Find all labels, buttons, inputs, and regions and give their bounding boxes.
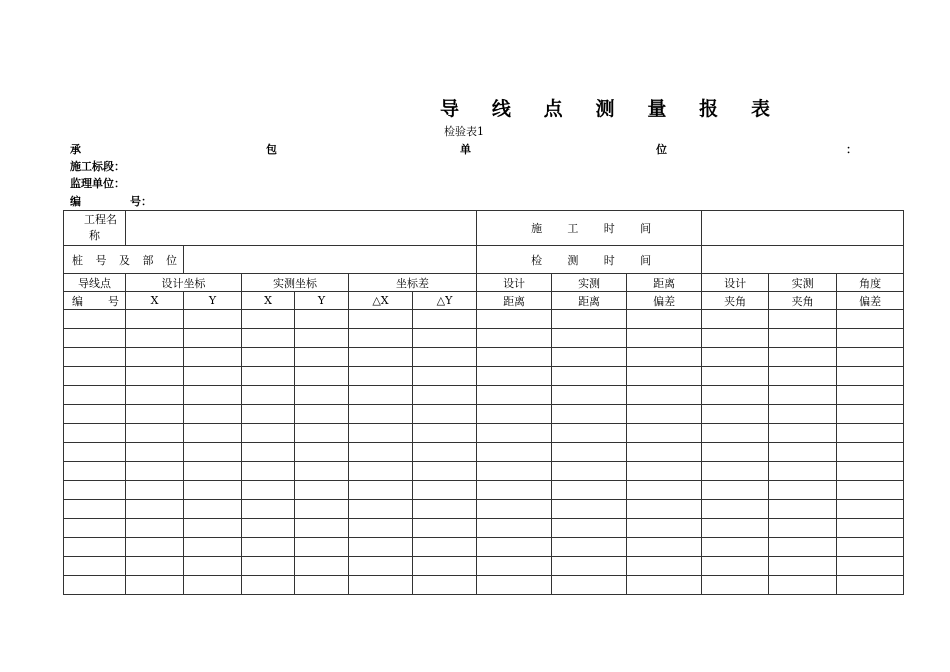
table-cell[interactable] [184,367,242,386]
table-cell[interactable] [627,310,702,329]
table-cell[interactable] [627,500,702,519]
table-cell[interactable] [413,462,477,481]
col-delta-x: △X [349,292,413,310]
check-time-field[interactable] [702,246,904,274]
table-cell[interactable] [126,367,184,386]
table-cell[interactable] [126,424,184,443]
label-char: 编 [72,294,83,308]
table-cell[interactable] [242,329,295,348]
table-cell[interactable] [769,405,837,424]
project-name-field[interactable] [126,211,477,246]
table-cell[interactable] [349,367,413,386]
table-cell[interactable] [627,538,702,557]
table-cell[interactable] [477,519,552,538]
col-measured-angle-top: 实测 [769,274,837,292]
col-coord-diff: 坐标差 [349,274,477,292]
table-cell[interactable] [552,481,627,500]
table-cell[interactable] [64,462,126,481]
survey-table [63,210,904,595]
table-cell[interactable] [295,405,349,424]
number-char: 号： [130,195,152,208]
label-char: 时 [603,222,615,235]
table-cell[interactable] [242,481,295,500]
table-cell[interactable] [769,519,837,538]
contractor-char: 承 [70,143,81,156]
title-char: 量 [647,97,667,120]
table-row [64,500,904,519]
table-cell[interactable] [295,500,349,519]
label-char: 号 [108,294,119,308]
title-char: 线 [491,97,511,120]
table-cell[interactable] [477,481,552,500]
table-cell[interactable] [349,443,413,462]
table-cell[interactable] [837,519,904,538]
table-cell[interactable] [837,367,904,386]
col-design-x: X [126,292,184,310]
table-cell[interactable] [295,443,349,462]
col-measured-dist-top: 实测 [552,274,627,292]
table-cell[interactable] [184,557,242,576]
title-char: 导 [440,97,460,120]
table-cell[interactable] [627,576,702,595]
table-cell[interactable] [64,405,126,424]
table-cell[interactable] [184,576,242,595]
col-delta-y: △Y [413,292,477,310]
table-row [64,367,904,386]
table-cell[interactable] [295,519,349,538]
table-cell[interactable] [413,576,477,595]
check-time-label [477,246,702,274]
table-cell[interactable] [702,481,769,500]
table-cell[interactable] [552,348,627,367]
table-cell[interactable] [64,538,126,557]
table-cell[interactable] [184,500,242,519]
table-cell[interactable] [126,481,184,500]
table-cell[interactable] [413,481,477,500]
table-cell[interactable] [627,329,702,348]
title-char: 报 [699,97,719,120]
table-cell[interactable] [126,462,184,481]
table-cell[interactable] [837,557,904,576]
table-cell[interactable] [702,386,769,405]
table-cell[interactable] [627,462,702,481]
table-cell[interactable] [242,576,295,595]
col-design-angle-top: 设计 [702,274,769,292]
table-cell[interactable] [837,443,904,462]
table-cell[interactable] [627,405,702,424]
table-cell[interactable] [769,329,837,348]
table-cell[interactable] [837,462,904,481]
table-cell[interactable] [242,348,295,367]
table-cell[interactable] [64,367,126,386]
table-cell[interactable] [413,424,477,443]
table-cell[interactable] [477,405,552,424]
title-char: 表 [750,97,770,120]
table-cell[interactable] [552,424,627,443]
table-cell[interactable] [413,519,477,538]
table-cell[interactable] [413,348,477,367]
table-cell[interactable] [627,424,702,443]
table-cell[interactable] [184,481,242,500]
construction-time-field[interactable] [702,211,904,246]
table-cell[interactable] [769,443,837,462]
project-name-label [64,211,126,246]
table-cell[interactable] [477,367,552,386]
table-cell[interactable] [126,443,184,462]
table-cell[interactable] [627,443,702,462]
contractor-char: 单 [460,143,471,156]
table-cell[interactable] [769,481,837,500]
table-cell[interactable] [702,462,769,481]
table-cell[interactable] [477,424,552,443]
table-row [64,481,904,500]
table-cell[interactable] [769,500,837,519]
table-cell[interactable] [769,557,837,576]
number-char: 编 [70,195,81,208]
table-cell[interactable] [552,405,627,424]
construction-time-label [477,211,702,246]
table-cell[interactable] [184,310,242,329]
table-cell[interactable] [242,519,295,538]
table-cell[interactable] [837,405,904,424]
label-char: 测 [567,253,579,267]
table-cell[interactable] [184,329,242,348]
contractor-char: 包 [266,143,277,156]
table-cell[interactable] [702,310,769,329]
label-char: 工 [84,213,95,226]
table-cell[interactable] [627,367,702,386]
table-cell[interactable] [242,405,295,424]
table-cell[interactable] [769,310,837,329]
table-cell[interactable] [837,576,904,595]
table-cell[interactable] [552,367,627,386]
table-cell[interactable] [295,424,349,443]
table-cell[interactable] [349,462,413,481]
table-cell[interactable] [349,500,413,519]
table-cell[interactable] [349,424,413,443]
table-cell[interactable] [295,462,349,481]
table-cell[interactable] [552,462,627,481]
table-cell[interactable] [413,329,477,348]
table-cell[interactable] [552,538,627,557]
table-cell[interactable] [184,405,242,424]
table-cell[interactable] [64,424,126,443]
table-cell[interactable] [702,348,769,367]
label-char: 号 [95,253,107,267]
table-cell[interactable] [184,424,242,443]
table-cell[interactable] [769,367,837,386]
col-measured-y: Y [295,292,349,310]
table-cell[interactable] [64,348,126,367]
label-char: 间 [640,253,652,267]
table-cell[interactable] [552,500,627,519]
table-cell[interactable] [702,538,769,557]
table-cell[interactable] [349,557,413,576]
table-cell[interactable] [295,481,349,500]
table-cell[interactable] [769,462,837,481]
table-cell[interactable] [64,310,126,329]
table-cell[interactable] [477,500,552,519]
table-cell[interactable] [627,386,702,405]
table-cell[interactable] [413,443,477,462]
col-measured-angle-bottom: 夹角 [769,292,837,310]
label-char: 位 [166,253,177,267]
table-cell[interactable] [64,576,126,595]
col-measured-x: X [242,292,295,310]
col-point-top: 导线点 [64,274,126,292]
col-design-coord: 设计坐标 [126,274,242,292]
table-row [64,329,904,348]
table-cell[interactable] [552,443,627,462]
table-cell[interactable] [552,329,627,348]
table-cell[interactable] [837,481,904,500]
label-char: 程 [95,213,106,226]
table-cell[interactable] [126,576,184,595]
table-cell[interactable] [64,443,126,462]
col-angle-dev-bottom: 偏差 [837,292,904,310]
col-dist-dev-top: 距离 [627,274,702,292]
table-cell[interactable] [349,310,413,329]
table-cell[interactable] [837,329,904,348]
table-cell[interactable] [413,310,477,329]
table-cell[interactable] [837,424,904,443]
table-cell[interactable] [702,367,769,386]
table-cell[interactable] [702,443,769,462]
table-cell[interactable] [242,310,295,329]
table-cell[interactable] [552,310,627,329]
title-char: 点 [543,97,563,120]
table-cell[interactable] [126,538,184,557]
table-cell[interactable] [837,386,904,405]
table-cell[interactable] [242,386,295,405]
table-cell[interactable] [552,576,627,595]
stake-location-field[interactable] [184,246,477,274]
table-cell[interactable] [837,348,904,367]
label-char: 工 [567,222,579,235]
title-char: 测 [595,97,615,120]
table-cell[interactable] [349,386,413,405]
table-cell[interactable] [295,367,349,386]
table-cell[interactable] [126,405,184,424]
col-design-angle-bottom: 夹角 [702,292,769,310]
table-row [64,462,904,481]
col-design-y: Y [184,292,242,310]
table-cell[interactable] [477,329,552,348]
table-row [64,538,904,557]
report-title [440,92,770,122]
label-char: 时 [603,253,615,267]
col-measured-coord: 实测坐标 [242,274,349,292]
section-label: 施工标段： [70,160,125,173]
table-cell[interactable] [349,576,413,595]
table-cell[interactable] [702,424,769,443]
table-cell[interactable] [477,557,552,576]
table-row [64,576,904,595]
table-cell[interactable] [349,519,413,538]
col-dist-dev-bottom: 偏差 [627,292,702,310]
table-cell[interactable] [627,557,702,576]
table-cell[interactable] [702,557,769,576]
table-cell[interactable] [64,329,126,348]
label-char: 桩 [72,253,83,267]
table-cell[interactable] [413,405,477,424]
table-cell[interactable] [64,519,126,538]
table-cell[interactable] [295,348,349,367]
col-measured-dist-bottom: 距离 [552,292,627,310]
table-cell[interactable] [769,348,837,367]
table-cell[interactable] [126,519,184,538]
table-cell[interactable] [702,576,769,595]
table-cell[interactable] [702,500,769,519]
table-cell[interactable] [295,329,349,348]
table-cell[interactable] [295,310,349,329]
table-cell[interactable] [184,348,242,367]
col-angle-dev-top: 角度 [837,274,904,292]
table-cell[interactable] [295,386,349,405]
table-cell[interactable] [769,576,837,595]
label-char: 施 [531,222,543,235]
table-cell[interactable] [769,386,837,405]
table-cell[interactable] [126,348,184,367]
contractor-char: ： [846,143,857,156]
table-cell[interactable] [702,405,769,424]
table-cell[interactable] [627,481,702,500]
table-row [64,519,904,538]
table-cell[interactable] [413,367,477,386]
table-cell[interactable] [184,519,242,538]
table-cell[interactable] [242,367,295,386]
col-point-bottom [64,292,126,310]
table-cell[interactable] [477,348,552,367]
table-row [64,310,904,329]
table-row [64,443,904,462]
table-cell[interactable] [349,538,413,557]
table-cell[interactable] [837,310,904,329]
table-cell[interactable] [349,481,413,500]
table-cell[interactable] [126,329,184,348]
stake-location-label [64,246,184,274]
supervisor-label: 监理单位： [70,177,125,190]
table-cell[interactable] [837,538,904,557]
table-cell[interactable] [413,557,477,576]
table-cell[interactable] [349,329,413,348]
col-design-dist-bottom: 距离 [477,292,552,310]
table-cell[interactable] [702,519,769,538]
table-cell[interactable] [64,557,126,576]
table-cell[interactable] [184,443,242,462]
table-cell[interactable] [477,462,552,481]
table-cell[interactable] [295,538,349,557]
table-cell[interactable] [413,538,477,557]
label-char: 间 [640,222,652,235]
table-cell[interactable] [769,538,837,557]
table-cell[interactable] [477,443,552,462]
table-cell[interactable] [702,329,769,348]
contractor-char: 位 [656,143,667,156]
table-cell[interactable] [184,386,242,405]
table-cell[interactable] [126,386,184,405]
label-char: 部 [142,253,154,267]
table-cell[interactable] [627,519,702,538]
table-cell[interactable] [552,386,627,405]
label-char: 检 [531,253,543,267]
table-cell[interactable] [126,557,184,576]
table-cell[interactable] [184,538,242,557]
table-cell[interactable] [64,500,126,519]
table-cell[interactable] [242,538,295,557]
table-cell[interactable] [184,462,242,481]
table-cell[interactable] [242,443,295,462]
table-cell[interactable] [349,348,413,367]
table-row [64,424,904,443]
table-cell[interactable] [477,538,552,557]
label-char: 名 [106,213,117,226]
table-row [64,348,904,367]
table-cell[interactable] [64,386,126,405]
table-cell[interactable] [242,500,295,519]
table-cell[interactable] [552,519,627,538]
table-cell[interactable] [349,405,413,424]
table-cell[interactable] [477,386,552,405]
form-number: 检验表1 [444,125,484,138]
label-char: 称 [89,229,100,242]
table-cell[interactable] [242,557,295,576]
table-cell[interactable] [413,500,477,519]
table-cell[interactable] [126,500,184,519]
label-char: 及 [119,253,130,267]
table-cell[interactable] [295,576,349,595]
table-cell[interactable] [126,310,184,329]
col-design-dist-top: 设计 [477,274,552,292]
table-cell[interactable] [477,576,552,595]
table-row [64,557,904,576]
table-cell[interactable] [295,557,349,576]
table-cell[interactable] [242,462,295,481]
table-cell[interactable] [477,310,552,329]
table-cell[interactable] [552,557,627,576]
table-cell[interactable] [242,424,295,443]
table-cell[interactable] [64,481,126,500]
table-cell[interactable] [769,424,837,443]
table-row [64,405,904,424]
table-cell[interactable] [413,386,477,405]
table-cell[interactable] [837,500,904,519]
table-cell[interactable] [627,348,702,367]
table-row [64,386,904,405]
